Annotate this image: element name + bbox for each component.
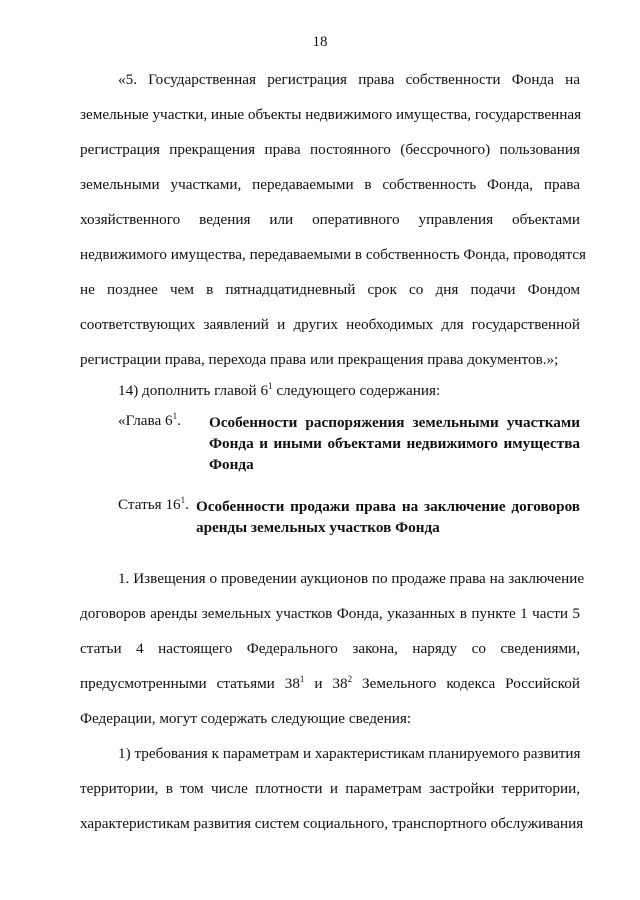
para5-line-3: регистрация прекращения права постоянного (бессрочного) пользования	[80, 141, 580, 158]
article-label-sup: 1	[180, 495, 186, 505]
para1-line-4-a: предусмотренными статьями 38	[80, 675, 300, 692]
para1-line-4-sup2: 2	[347, 674, 353, 684]
para5-line-4: земельными участками, передаваемыми в собственность Фонда, права	[80, 176, 580, 193]
para5-line-8: соответствующих заявлений и других необходимых для государственной	[80, 316, 580, 333]
chapter-label-text: «Глава 6	[118, 412, 173, 429]
article-title-line: аренды земельных участков Фонда	[196, 519, 440, 536]
item14-line	[118, 382, 580, 400]
para1-line-3: статьи 4 настоящего Федерального закона, наряду со сведениями,	[80, 640, 580, 657]
sub1-line-1: 1) требования к параметрам и характеристикам планируемого развития	[118, 745, 581, 762]
article-label-text: Статья 16	[118, 496, 181, 513]
chapter-title-line: Фонда и иными объектами недвижимого имущества	[209, 435, 580, 452]
chapter-title	[209, 412, 580, 475]
item14-sup: 1	[268, 381, 273, 391]
para1-line-4-c: Земельного кодекса Российской	[352, 675, 580, 692]
para1-line-2: договоров аренды земельных участков Фонда, указанных в пункте 1 части 5	[80, 605, 580, 622]
chapter-label-suffix: .	[177, 412, 181, 429]
article-label	[118, 496, 189, 514]
para5-line-5: хозяйственного ведения или оперативного управления объектами	[80, 211, 580, 228]
para5-line-1: «5. Государственная регистрация права собственности Фонда на	[118, 71, 580, 88]
article-label-suffix: .	[185, 496, 189, 513]
sub1-line-2: территории, в том числе плотности и параметрам застройки территории,	[80, 780, 580, 797]
chapter-title-line: Фонда	[209, 456, 254, 473]
para5-line-6: недвижимого имущества, передаваемыми в собственность Фонда, проводятся	[80, 246, 587, 263]
para1-line-4-b: и 38	[304, 675, 348, 692]
chapter-label-sup: 1	[172, 411, 178, 421]
para5-line-7: не позднее чем в пятнадцатидневный срок со дня подачи Фондом	[80, 281, 580, 298]
para5-line-9: регистрации права, перехода права или прекращения права документов.»;	[80, 351, 559, 368]
chapter-title-line: Особенности распоряжения земельными участками	[209, 414, 580, 431]
para1-line-5: Федерации, могут содержать следующие сведения:	[80, 710, 412, 727]
article-title-line: Особенности продажи права на заключение договоров	[196, 498, 580, 515]
chapter-label	[118, 412, 181, 430]
item14-text: 14) дополнить главой 6	[118, 382, 269, 399]
para1-line-4-sup1: 1	[299, 674, 305, 684]
article-title	[196, 496, 580, 538]
sub1-line-3: характеристикам развития систем социального, транспортного обслуживания	[80, 815, 584, 832]
page-number: 18	[312, 34, 328, 50]
item14-text-after: следующего содержания:	[272, 382, 441, 399]
para1-line-1: 1. Извещения о проведении аукционов по продаже права на заключение	[118, 570, 585, 587]
para5-line-2: земельные участки, иные объекты недвижимого имущества, государственная	[80, 106, 582, 123]
para1-line-4	[80, 675, 580, 693]
